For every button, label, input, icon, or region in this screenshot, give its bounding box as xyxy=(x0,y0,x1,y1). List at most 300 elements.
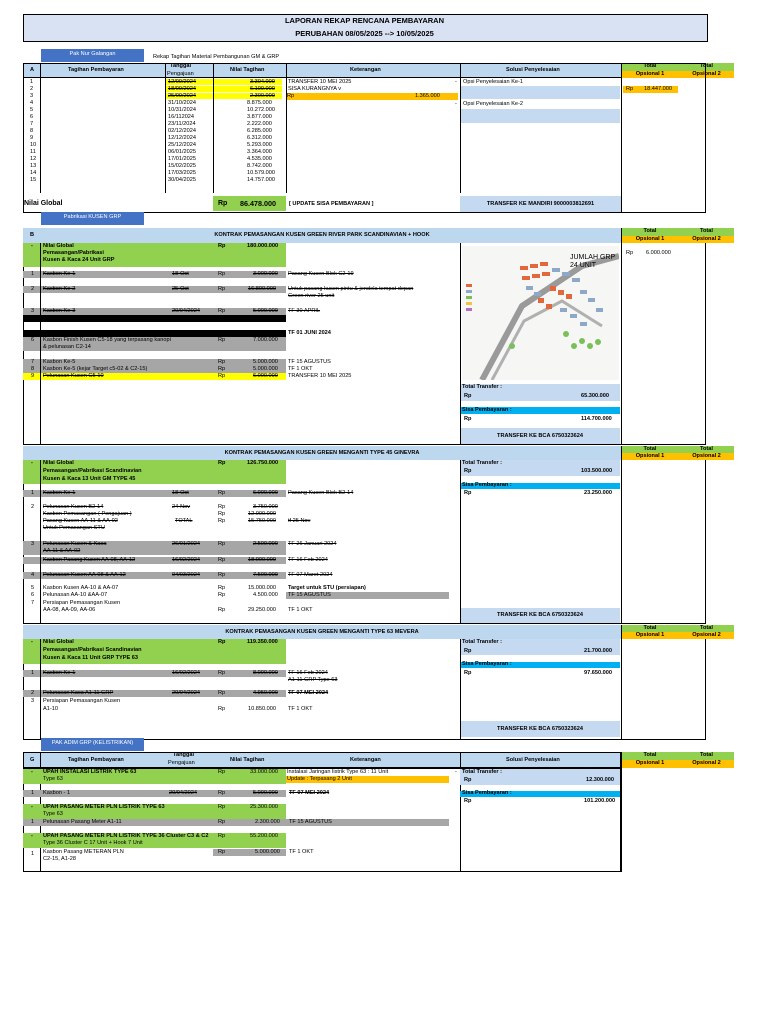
k1-opsi1-label: Opsional 1 xyxy=(635,236,665,242)
row-ket: TF 07 Maret 2024 xyxy=(288,572,333,578)
row-ket: TF 15 AGUSTUS xyxy=(288,592,331,598)
col-keterangan: Keterangan xyxy=(350,67,381,73)
k3-global-line2: Pemasangan/Pabrikasi Scandinavian xyxy=(43,647,142,653)
k2-global-line2: Pemasangan/Pabrikasi Scandinavian xyxy=(43,468,142,474)
row-no: 1 xyxy=(31,490,35,496)
g1-update: Update : Terpasang 2 Unit xyxy=(287,776,352,782)
k2-sisa-label: Sisa Pembayaran : xyxy=(462,482,512,488)
row-rp: Rp xyxy=(218,585,226,591)
col-tagihan: Tagihan Pembayaran xyxy=(68,67,124,73)
map-title-1: JUMLAH GRP xyxy=(570,254,616,261)
row-value: 3.304.000 xyxy=(250,79,275,85)
g-total1-label: Total xyxy=(643,752,657,758)
row-label: Pelunasan Kusen & Kaca xyxy=(43,541,107,547)
k2-transfer: TRANSFER KE BCA 6750323624 xyxy=(497,612,583,618)
g2-row-ket: TF 15 AGUSTUS xyxy=(289,819,332,825)
g3-dash: - xyxy=(31,833,33,839)
row-ket: TRANSFER 10 MEI 2025 xyxy=(288,373,352,379)
row-value: 8.742.000 xyxy=(247,163,272,169)
vline xyxy=(40,639,41,740)
opsi1-label-text: Opsi Penyelesaian Ke-1 xyxy=(463,79,524,85)
col-nilai: Nilai Tagihan xyxy=(230,67,265,73)
row-value: 4.950.000 xyxy=(253,690,278,696)
k3-global-rp: Rp xyxy=(218,639,226,645)
row-rp: Rp xyxy=(218,607,226,613)
vline xyxy=(40,243,41,445)
k2-global-line3: Kusen & Kaca 13 Unit GM TYPE 45 xyxy=(43,476,136,482)
g-opsi2-label: Opsional 2 xyxy=(692,760,721,766)
g-total-transfer-label: Total Transfer : xyxy=(462,769,502,775)
k2-opsi1-label: Opsional 1 xyxy=(635,453,665,459)
row-value: 6.312.000 xyxy=(247,135,272,141)
row-ket: TF 01 JUNI 2024 xyxy=(288,330,331,336)
row-date: TOTAL xyxy=(175,518,193,524)
g1-row-label: Kasbon - 1 xyxy=(43,790,71,796)
row-no: 6 xyxy=(30,114,34,120)
g3-row-label2: C2-15, A1-28 xyxy=(43,856,76,862)
row-value: 8.000.000 xyxy=(253,670,278,676)
vline xyxy=(460,460,461,624)
row-label: Kasbon Ke-1 xyxy=(43,271,76,277)
row-value: 3.750.000 xyxy=(253,504,278,510)
row-ket: Untuk pasang kusen pintu & jendela tempat depan xyxy=(288,286,414,292)
g3-value: 55.200.000 xyxy=(250,833,278,839)
row-rp: Rp xyxy=(218,706,226,712)
k1-global-line1: Nilai Global xyxy=(43,243,74,249)
section-a-caption: Rekap Tagihan Material Pembangunan GM & GRP xyxy=(153,54,280,60)
row-ket: tf 25 Nov xyxy=(288,518,311,524)
g-total-transfer-rp: Rp xyxy=(464,777,472,783)
g-col-tagihan: Tagihan Pembayaran xyxy=(68,757,124,763)
opsi1-dash: - xyxy=(455,79,457,85)
row-rp: Rp xyxy=(218,337,226,343)
g-total2-label: Total xyxy=(700,752,713,758)
row-no: 2 xyxy=(31,690,35,696)
row-value: 16.800.000 xyxy=(248,286,276,292)
g-sisa-rp: Rp xyxy=(464,798,472,804)
k1-letter: B xyxy=(30,232,35,238)
row-no: 3 xyxy=(31,698,35,704)
g3-row-label: Kasbon Pasang METERAN PLN xyxy=(43,849,124,855)
row-label: Kasbon Ke C2-14 xyxy=(43,330,88,336)
row-date: 16/02/2024 xyxy=(172,557,200,563)
g1-row-value: 5.000.000 xyxy=(253,790,278,796)
row-rp: Rp xyxy=(218,308,226,314)
row-label: Pelunasan Kusen B2-14 xyxy=(43,504,104,510)
row-value: 15.750.000 xyxy=(248,518,276,524)
row-rp: Rp xyxy=(218,690,226,696)
row-ket: Pasang Kusen Blok B2-14 xyxy=(288,490,354,496)
k2-total-transfer-rp: Rp xyxy=(464,468,472,474)
k3-total-transfer-rp: Rp xyxy=(464,648,472,654)
row-label: Pelunasan AA-10 &AA-07 xyxy=(43,592,108,598)
row-rp: Rp xyxy=(218,286,226,292)
row-no: 4 xyxy=(30,100,34,106)
k2-opsi2-label: Opsional 2 xyxy=(692,453,721,459)
row-value: 4.500.000 xyxy=(253,592,278,598)
row-label: Persiapan Pemasangan Kusen xyxy=(43,600,121,606)
row-date: 18-Oct xyxy=(172,490,189,496)
row-no: 8 xyxy=(31,366,35,372)
row-no: 5 xyxy=(31,585,35,591)
row-date: 16/112024 xyxy=(168,114,195,120)
col-solusi: Solusi Penyelesaian xyxy=(506,67,560,73)
vline xyxy=(286,63,287,193)
row-label: Kasbon Ke-2 xyxy=(43,286,76,292)
g1-value: 33.000.000 xyxy=(250,769,278,775)
k3-sisa-label: Sisa Pembayaran : xyxy=(462,661,512,667)
vline xyxy=(621,228,622,445)
k2-title: KONTRAK PEMASANGAN KUSEN GREEN MENGANTI TYPE 45 GINEVRA xyxy=(224,450,420,456)
k3-global-line3: Kusen & Kaca 11 Unit GRP TYPE 63 xyxy=(43,655,139,661)
row-rp: Rp xyxy=(218,504,226,510)
row-date: 24-Nov xyxy=(172,504,191,510)
k2-total1-label: Total xyxy=(643,446,657,452)
row-date: 25/09/2024 xyxy=(168,93,196,99)
g-col-solusi: Solusi Penyelesaian xyxy=(506,757,560,763)
section-g-tag: PAK ADIM GRP (KELISTRIKAN) xyxy=(41,738,144,751)
g1-row-rp: Rp xyxy=(218,790,226,796)
row-value: 29.250.000 xyxy=(248,607,276,613)
row-ket: Green river 25 unit xyxy=(288,293,335,299)
row-ket: TF 16 Feb 2024 xyxy=(288,557,328,563)
row-no: 10 xyxy=(30,142,37,148)
row-date: 26/01/2024 xyxy=(172,541,200,547)
row-date: 06/01/2025 xyxy=(168,149,196,155)
row-no: 15 xyxy=(30,177,37,183)
row-date: 10/31/2024 xyxy=(168,107,196,113)
row-date: 04/03/2024 xyxy=(172,572,200,578)
col-tanggal: Tanggal xyxy=(170,63,192,69)
row-rp: Rp xyxy=(218,511,226,517)
row-date: 31/10/2024 xyxy=(168,100,196,106)
row-bar xyxy=(23,315,286,322)
row-ket: A1-11 GRP Type 63 xyxy=(288,677,338,683)
row-date: 25/12/2024 xyxy=(168,142,196,148)
k1-global-value: 180.000.000 xyxy=(247,243,279,249)
k3-global-line1: Nilai Global xyxy=(43,639,74,645)
row-value: 8.875.000 xyxy=(247,100,272,106)
global-rp: Rp xyxy=(218,200,228,207)
g-total-transfer-value: 12.300.000 xyxy=(586,777,614,783)
g-col-pengajuan: Pengajuan xyxy=(168,760,195,766)
g-opsi1-label: Opsional 1 xyxy=(635,760,665,766)
k3-opsi2-label: Opsional 2 xyxy=(692,632,721,638)
k3-total-transfer-value: 21.700.000 xyxy=(584,648,612,654)
map-title-2: 24 UNIT xyxy=(570,262,597,269)
row-no: 6 xyxy=(31,592,35,598)
row-no: 1 xyxy=(30,79,34,85)
row-date: 15/02/2025 xyxy=(168,163,196,169)
g3-line1: UPAH PASANG METER PLN LISTRIK TYPE 36 Cluster C3 & C2 xyxy=(43,833,209,839)
k2-total2-label: Total xyxy=(700,446,713,452)
g3-row-rp: Rp xyxy=(218,849,226,855)
row-rp: Rp xyxy=(218,670,226,676)
row-date: 17/03/2025 xyxy=(168,170,196,176)
row-label: A1-10 xyxy=(43,706,58,712)
g1-rp: Rp xyxy=(218,769,226,775)
row-value: 6.000.000 xyxy=(253,490,278,496)
total-value: 18.447.000 xyxy=(644,86,672,92)
row-rp: Rp xyxy=(218,557,226,563)
k1-side-rp: Rp xyxy=(626,250,634,256)
g2-dash: - xyxy=(31,804,33,810)
section-b-tag: Pabrikasi KUSEN GRP xyxy=(41,212,144,225)
section-a-frame xyxy=(23,63,706,213)
total-rp: Rp xyxy=(626,86,634,92)
row-ket: TF 15 AGUSTUS xyxy=(288,359,331,365)
report-title: LAPORAN REKAP RENCANA PEMBAYARAN xyxy=(284,16,445,25)
row-no: 1 xyxy=(31,670,35,676)
sisa-value: 1.365.000 xyxy=(415,93,440,99)
row-label: Kasbon Ke-3 xyxy=(43,308,76,314)
row-no: 9 xyxy=(31,373,35,379)
g2-rp: Rp xyxy=(218,804,226,810)
g1-ket: Instalasi Jaringan listrik Type 63 : 11 Unit xyxy=(287,769,389,775)
row-ket: TF 07 MEI 2024 xyxy=(288,690,329,696)
total1-label: Total xyxy=(643,63,657,69)
row-ket: TF 1 OKT xyxy=(288,366,313,372)
row-ket: TF 30 APRIL xyxy=(288,308,321,314)
g1-row-no: 1 xyxy=(31,790,35,796)
row-no: 4 xyxy=(31,315,35,321)
k3-total1-label: Total xyxy=(643,625,657,631)
vline xyxy=(621,625,622,740)
vline xyxy=(621,752,622,872)
row-value: 7.000.000 xyxy=(253,337,278,343)
g2-row-rp: Rp xyxy=(218,819,226,825)
row-value: 3.000.000 xyxy=(253,330,278,336)
row-no: 9 xyxy=(30,135,34,141)
k1-total-transfer-value: 65.300.000 xyxy=(581,393,609,399)
row-label: Kasbon Pasang Kusen AA-08, AA-12 xyxy=(43,557,136,563)
k3-global-value: 119.350.000 xyxy=(247,639,278,645)
g1-line1: UPAH INSTALASI LISTRIK TYPE 63 xyxy=(43,769,137,775)
row-date: 16/02/2024 xyxy=(172,670,200,676)
row-ket: SISA KURANGNYA v xyxy=(288,86,342,92)
row-label: AA-08, AA-09, AA-06 xyxy=(43,607,96,613)
row-value: 2.300.000 xyxy=(250,93,275,99)
g2-line1: UPAH PASANG METER PLN LISTRIK TYPE 63 xyxy=(43,804,165,810)
row-ket: TF 26 Januari 2024 xyxy=(288,541,337,547)
k1-sisa-value: 114.700.000 xyxy=(581,416,612,422)
row-label: Untuk Pemasangan STU xyxy=(43,525,105,531)
g2-line2: Type 63 xyxy=(43,811,63,817)
k1-opsi2-label: Opsional 2 xyxy=(692,236,721,242)
row-date: 18/09/2024 xyxy=(168,86,196,92)
k2-total-transfer-label: Total Transfer : xyxy=(462,460,502,466)
row-value: 7.500.000 xyxy=(253,572,278,578)
row-no: 3 xyxy=(31,308,35,314)
k1-total1-label: Total xyxy=(643,228,657,234)
k2-total-transfer-value: 103.500.000 xyxy=(581,468,613,474)
row-value: 10.272.000 xyxy=(247,107,275,113)
row-label: Pelunasan Kusen AA-08 & AA-12 xyxy=(43,572,126,578)
g-col-nilai: Nilai Tagihan xyxy=(230,757,265,763)
k1-total-transfer-rp: Rp xyxy=(464,393,472,399)
g-col-keterangan: Keterangan xyxy=(350,757,381,763)
g-col-g: G xyxy=(30,757,35,763)
row-value: 2.222.000 xyxy=(247,121,272,127)
row-label: Pelunasan Kaca A1-11 GRP xyxy=(43,690,114,696)
row-label: Kasbon Ke-5 xyxy=(43,359,76,365)
k1-global-dash: - xyxy=(31,243,33,249)
vline xyxy=(40,460,41,624)
row-date: 25-Oct xyxy=(172,286,189,292)
row-label: Kasbon Pemasangan ( Pengajuan ) xyxy=(43,511,132,517)
g1-dash: - xyxy=(31,769,33,775)
g2-value: 25.300.000 xyxy=(250,804,278,810)
k3-sisa-value: 97.650.000 xyxy=(584,670,612,676)
row-label: Kasbon Ke-5 (kejar Target c5-02 & C2-15) xyxy=(43,366,148,372)
k1-total2-label: Total xyxy=(700,228,713,234)
row-no: 14 xyxy=(30,170,37,176)
row-no: 3 xyxy=(31,541,35,547)
row-no: 1 xyxy=(31,271,35,277)
row-label: Kasbon Finish Kusen C5-18 yang terpasang kanopi xyxy=(43,337,171,343)
row-date: 20/04/2024 xyxy=(172,690,200,696)
row-rp: Rp xyxy=(218,373,226,379)
g3-row-ket: TF 1 OKT xyxy=(289,849,314,855)
total2-label: Total xyxy=(700,63,713,69)
k3-total-transfer-label: Total Transfer : xyxy=(462,639,502,645)
row-value: 3.877.000 xyxy=(247,114,272,120)
sisa-rp: Rp xyxy=(287,93,295,99)
g1-row-date: 20/04/2024 xyxy=(169,790,197,796)
row-no: 8 xyxy=(30,128,34,134)
row-no: 7 xyxy=(30,121,34,127)
vline xyxy=(165,63,166,193)
row-rp: Rp xyxy=(218,518,226,524)
k1-side-value: 6.000.000 xyxy=(646,250,671,256)
row-value: 5.000.000 xyxy=(253,366,278,372)
row-rp: Rp xyxy=(218,330,226,336)
k2-global-dash: - xyxy=(31,460,33,466)
vline xyxy=(460,243,461,445)
col-a: A xyxy=(30,67,35,73)
k3-title: KONTRAK PEMASANGAN KUSEN GREEN MENGANTI TYPE 63 MEVERA xyxy=(225,629,419,635)
row-value: 10.579.000 xyxy=(247,170,275,176)
k1-sisa-rp: Rp xyxy=(464,416,472,422)
k1-global-line3: Kusen & Kaca 24 Unit GRP xyxy=(43,257,115,263)
row-no: 2 xyxy=(30,86,34,92)
k2-global-rp: Rp xyxy=(218,460,226,466)
row-date: 02/12/2024 xyxy=(168,128,196,134)
g1-line2: Type 63 xyxy=(43,776,63,782)
col-pengajuan: Pengajuan xyxy=(167,71,194,77)
k2-global-line1: Nilai Global xyxy=(43,460,74,466)
vline xyxy=(40,63,41,193)
row-ket: TF 1 OKT xyxy=(288,607,313,613)
row-no: 2 xyxy=(31,286,35,292)
row-no: 2 xyxy=(31,504,35,510)
row-value: 15.000.000 xyxy=(248,585,276,591)
row-value: 4.535.000 xyxy=(247,156,272,162)
row-ket: Pasang Kusen Blok C2-19 xyxy=(288,271,354,277)
row-value: 3.000.000 xyxy=(253,271,278,277)
k1-sisa-label: Sisa Pembayaran : xyxy=(462,407,512,413)
row-no: 3 xyxy=(30,93,34,99)
g3-row-no: 1 xyxy=(31,851,35,857)
row-label: AA-11 & AA-02 xyxy=(43,548,81,554)
row-ket: TF 16 Feb 2024 xyxy=(288,670,328,676)
row-date: 20/04/2024 xyxy=(172,308,200,314)
row-date: 12/09/2024 xyxy=(168,79,196,85)
k1-total-transfer-label: Total Transfer : xyxy=(462,384,502,390)
report-subtitle: PERUBAHAN 08/05/2025 --> 10/05/2025 xyxy=(295,29,434,38)
vline xyxy=(621,446,622,624)
k3-global-dash: - xyxy=(31,639,33,645)
row-rp: Rp xyxy=(218,366,226,372)
vline xyxy=(621,63,622,213)
k3-total2-label: Total xyxy=(700,625,713,631)
row-label: Pasang Kusen AA-11 & AA-02 xyxy=(43,518,118,524)
row-value: 5.000.000 xyxy=(253,308,278,314)
row-value: 12.000.000 xyxy=(248,511,276,517)
k1-global-line2: Pemasangan/Pabrikasi xyxy=(43,250,104,256)
row-value: 18.000.000 xyxy=(248,557,276,563)
row-no: 12 xyxy=(30,156,37,162)
k1-global-rp: Rp xyxy=(218,243,226,249)
vline xyxy=(213,63,214,193)
g3-rp: Rp xyxy=(218,833,226,839)
row-ket: Target untuk STU (persiapan) xyxy=(288,585,366,591)
row-rp: Rp xyxy=(218,541,226,547)
g-dash: - xyxy=(455,769,457,775)
g1-row-ket: TF 07 MEI 2024 xyxy=(289,790,330,796)
k3-transfer: TRANSFER KE BCA 6750323624 xyxy=(497,726,583,732)
g2-row-no: 1 xyxy=(31,819,35,825)
row-date: 12/12/2024 xyxy=(168,135,196,141)
row-no: 7 xyxy=(31,600,35,606)
transfer-mandiri: TRANSFER KE MANDIRI 9000003812691 xyxy=(486,201,595,207)
global-label: Nilai Global xyxy=(24,200,63,207)
row-label: & pelunasan C2-14 xyxy=(43,344,91,350)
row-rp: Rp xyxy=(218,490,226,496)
opsi2-label-text: Opsi Penyelesaian Ke-2 xyxy=(463,101,524,107)
row-value: 6.285.000 xyxy=(247,128,272,134)
row-date: 30/04/2025 xyxy=(168,177,196,183)
row-ket: TF 1 OKT xyxy=(288,706,313,712)
row-value: 14.757.000 xyxy=(247,177,275,183)
row-label: Pelunasan Kusen C5-10 xyxy=(43,373,104,379)
row-ket: TRANSFER 10 MEI 2025 xyxy=(288,79,352,85)
k3-sisa-rp: Rp xyxy=(464,670,472,676)
row-no: 11 xyxy=(30,149,36,155)
row-value: 5.293.000 xyxy=(247,142,272,148)
g-sisa-value: 101.200.000 xyxy=(584,798,616,804)
section-a-tag: Pak Nur Galangan xyxy=(41,49,144,62)
row-label: Kasbon Kusen AA-10 & AA-07 xyxy=(43,585,119,591)
vline xyxy=(460,639,461,740)
g-sisa-label: Sisa Pembayaran : xyxy=(462,790,512,796)
row-no: 4 xyxy=(31,572,35,578)
row-no: 6 xyxy=(31,337,35,343)
global-value: 86.478.000 xyxy=(240,199,276,208)
row-label: Persiapan Pemasangan Kusen xyxy=(43,698,121,704)
row-rp: Rp xyxy=(218,572,226,578)
g3-row-value: 5.000.000 xyxy=(255,849,280,855)
row-value: 10.850.000 xyxy=(248,706,276,712)
opsi1-label: Opsional 1 xyxy=(635,71,665,77)
g2-row-label: Pelunasan Pasang Meter A1-11 xyxy=(43,819,122,825)
row-date: 18-Oct xyxy=(172,271,189,277)
row-date: 23/11/2024 xyxy=(168,121,196,127)
k1-title: KONTRAK PEMASANGAN KUSEN GREEN RIVER PARK SCANDINAVIAN + HOOK xyxy=(214,232,430,238)
k1-transfer: TRANSFER KE BCA 6750323624 xyxy=(497,433,583,439)
row-no: 7 xyxy=(31,359,35,365)
opsi2-label: Opsional 2 xyxy=(692,71,721,77)
